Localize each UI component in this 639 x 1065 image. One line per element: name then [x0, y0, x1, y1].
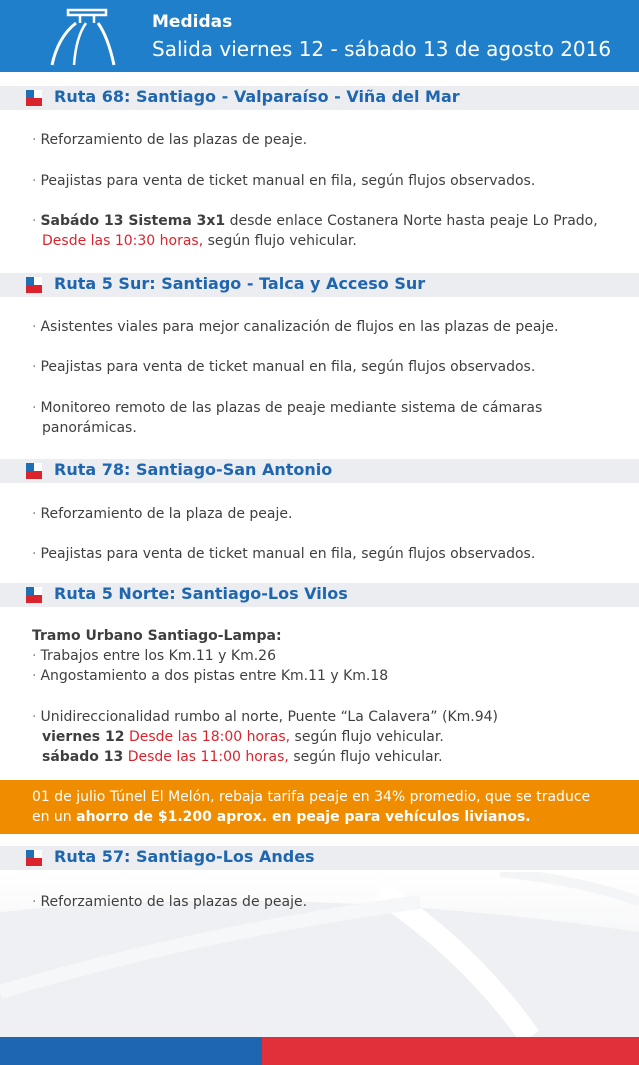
- list-item: · Sabádo 13 Sistema 3x1 desde enlace Costanera Norte hasta peaje Lo Prado,: [32, 213, 598, 229]
- list-item: · Asistentes viales para mejor canalización de flujos en las plazas de peaje.: [32, 319, 559, 335]
- footer-red-band: [262, 1037, 639, 1065]
- section-title: Ruta 57: Santiago-Los Andes: [54, 847, 315, 866]
- chile-flag-icon: [26, 850, 42, 866]
- list-item: · Angostamiento a dos pistas entre Km.11 y Km.18: [32, 668, 389, 684]
- section-title: Ruta 5 Sur: Santiago - Talca y Acceso Sur: [54, 274, 426, 293]
- chile-flag-icon: [26, 463, 42, 479]
- header-banner: [0, 0, 639, 72]
- list-item-continuation: Desde las 10:30 horas, según flujo vehicular.: [42, 233, 357, 249]
- section-title: Ruta 68: Santiago - Valparaíso - Viña del Mar: [54, 87, 460, 106]
- list-item-continuation: panorámicas.: [42, 420, 137, 436]
- page-subtitle: Salida viernes 12 - sábado 13 de agosto 2016: [152, 37, 612, 61]
- section-header-ruta-78: [0, 459, 639, 483]
- section-header-ruta-68: [0, 86, 639, 110]
- list-item: · Reforzamiento de las plazas de peaje.: [32, 894, 308, 910]
- list-item: · Peajistas para venta de ticket manual en fila, según flujos observados.: [32, 359, 536, 375]
- schedule-line: sábado 13 Desde las 11:00 horas, según flujo vehicular.: [42, 749, 443, 765]
- subheading: Tramo Urbano Santiago-Lampa:: [32, 628, 282, 644]
- chile-flag-icon: [26, 90, 42, 106]
- notice-line: 01 de julio Túnel El Melón, rebaja tarifa peaje en 34% promedio, que se traduce: [32, 789, 591, 805]
- chile-flag-icon: [26, 587, 42, 603]
- list-item: · Peajistas para venta de ticket manual en fila, según flujos observados.: [32, 546, 536, 562]
- page-title: Medidas: [152, 12, 233, 32]
- list-item: · Reforzamiento de la plaza de peaje.: [32, 506, 293, 522]
- list-item: · Trabajos entre los Km.11 y Km.26: [32, 648, 276, 664]
- schedule-line: viernes 12 Desde las 18:00 horas, según flujo vehicular.: [42, 729, 444, 745]
- highway-toll-icon: [46, 4, 126, 68]
- section-title: Ruta 5 Norte: Santiago-Los Vilos: [54, 584, 348, 603]
- footer-blue-band: [0, 1037, 262, 1065]
- section-header-ruta-57: [0, 846, 639, 870]
- chile-flag-icon: [26, 277, 42, 293]
- notice-line: en un ahorro de $1.200 aprox. en peaje para vehículos livianos.: [32, 809, 531, 825]
- list-item: · Monitoreo remoto de las plazas de peaje mediante sistema de cámaras: [32, 400, 543, 416]
- section-header-ruta-5-norte: [0, 583, 639, 607]
- list-item: · Peajistas para venta de ticket manual en fila, según flujos observados.: [32, 173, 536, 189]
- section-title: Ruta 78: Santiago-San Antonio: [54, 460, 333, 479]
- section-header-ruta-5-sur: [0, 273, 639, 297]
- notice-banner: [0, 780, 639, 834]
- list-item: · Unidireccionalidad rumbo al norte, Puente “La Calavera” (Km.94): [32, 709, 498, 725]
- list-item: · Reforzamiento de las plazas de peaje.: [32, 132, 308, 148]
